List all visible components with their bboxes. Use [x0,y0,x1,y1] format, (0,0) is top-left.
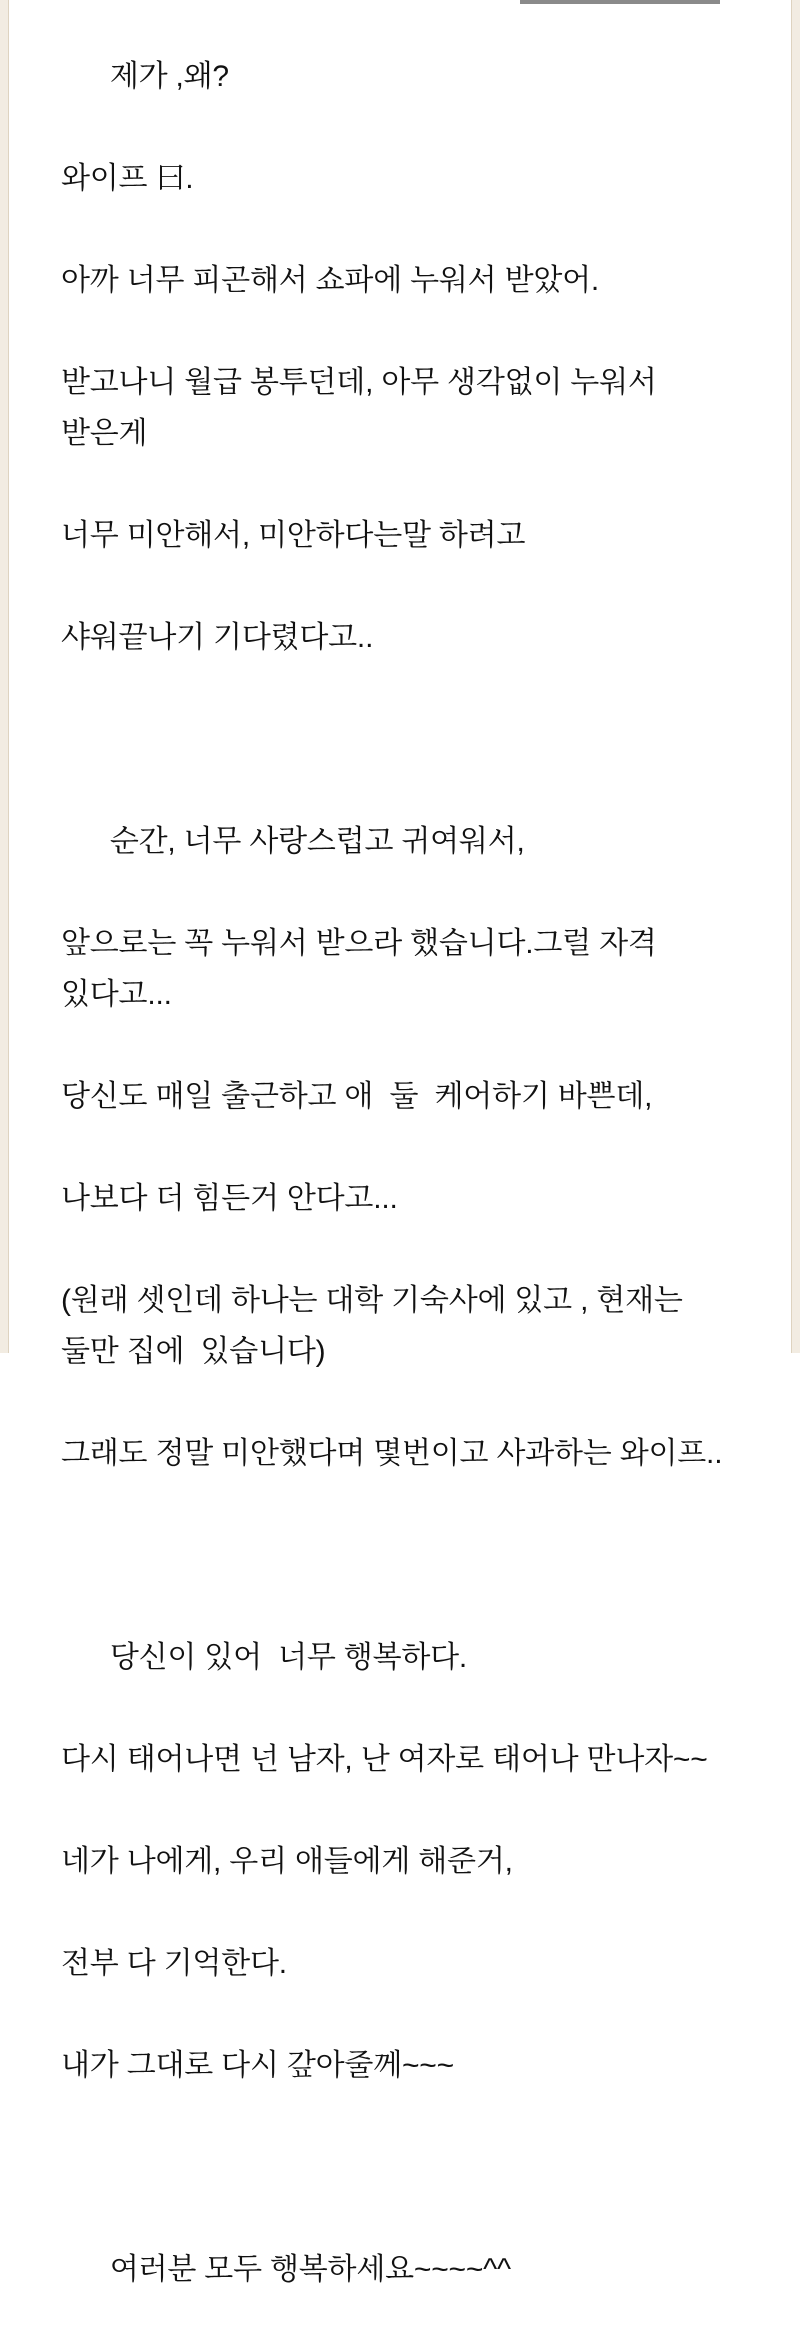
line-text: 당신도 매일 출근하고 애 둘 케어하기 바쁜데, [61,1080,653,1113]
paragraph-block-1 [61,0,747,714]
line-text: 아까 너무 피곤해서 쇼파에 누워서 받았어. [61,264,600,297]
line-text: 순간, 너무 사랑스럽고 귀여워서, [109,825,525,858]
line-text: 나보다 더 힘든거 안다고... [61,1182,398,1215]
line-text: 전부 다 기억한다. [61,1947,287,1980]
line-text: 다시 태어나면 넌 남자, 난 여자로 태어나 만나자~~ [61,1743,708,1776]
line-text: 그래도 정말 미안했다며 몇번이고 사과하는 와이프.. [61,1437,723,1470]
paragraph-block-2 [61,765,747,1530]
paragraph-block-3 [61,1581,747,2142]
left-edge-strip [0,0,8,1353]
line-text: 너무 미안해서, 미안하다는말 하려고 [61,519,526,552]
line-text: 받고나니 월급 봉투던데, 아무 생각없이 누워서 받은게 [61,366,665,450]
right-edge-strip [792,0,800,1353]
line-text: 내가 그대로 다시 갚아줄께~~~ [61,2049,454,2082]
document-body [9,0,791,2286]
line-text: (원래 셋인데 하나는 대학 기숙사에 있고 , 현재는 둘만 집에 있습니다) [61,1284,691,1368]
line-text: 당신이 있어 너무 행복하다. [109,1641,468,1674]
line-text: 앞으로는 꼭 누워서 받으라 했습니다.그럴 자격 있다고... [61,927,665,1011]
line-text: 와이프 曰. [61,162,194,195]
line-text: 제가 ,왜? [109,60,229,93]
paragraph-block-4 [61,2193,747,2346]
right-edge-rule [791,0,792,1353]
line-text: 샤워끝나기 기다렸다고.. [61,621,374,654]
line-text: 네가 나에게, 우리 애들에게 해준거, [61,1845,513,1878]
line-text: 여러분 모두 행복하세요~~~~^^ [109,2253,511,2286]
